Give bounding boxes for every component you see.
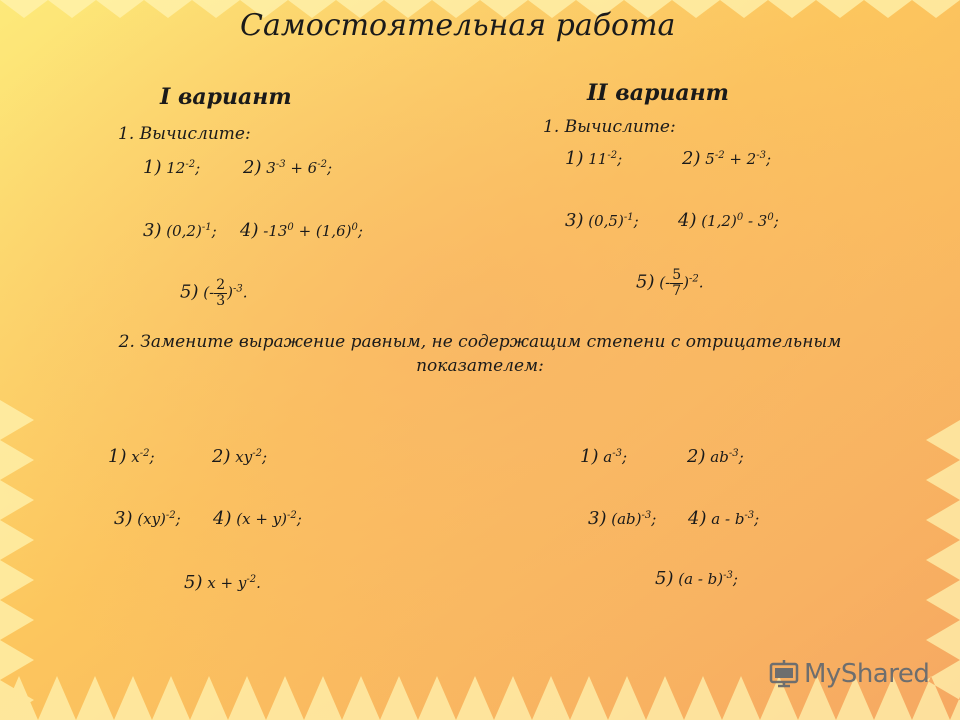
variant1-label: вариант (177, 84, 292, 110)
logo-text: MyShared (804, 659, 930, 689)
variant1-numeral: I (160, 84, 171, 110)
t2v2-expr-3: 3) (ab)$^{-3}$; (588, 508, 657, 529)
projector-screen-icon (768, 658, 800, 690)
v2-expr-3: 3) $(0,5)^{-1}$; (565, 210, 639, 231)
variant2-heading (587, 80, 729, 106)
t2v1-expr-1: 1) $x^{-2}$; (108, 446, 155, 467)
t2v2-expr-2: 2) $ab^{-3}$; (687, 446, 744, 467)
v2-expr-4: 4) $(1,2)^0 - 3^0$; (678, 210, 779, 231)
v1-expr-2: 2) $3^{-3} + 6^{-2}$; (243, 157, 333, 178)
t2v2-expr-1: 1) $a^{-3}$; (580, 446, 628, 467)
v2-expr-5: 5) (- $\frac{5}{7}$ )$^{-2}$. (636, 267, 704, 299)
task2-text: 2. Замените выражение равным, не содержащим степени с отрицательным показателем: (118, 332, 842, 376)
variant2-numeral: II (587, 80, 608, 106)
v2-expr-2: 2) $5^{-2} + 2^{-3}$; (682, 148, 772, 169)
v1-expr-5: 5) (- $\frac{2}{3}$ )$^{-3}$. (180, 277, 248, 309)
v1-expr-4: 4) $-13^0 + (1,6)^0$; (240, 220, 363, 241)
variant2-task1: 1. Вычислите: (543, 117, 676, 137)
t2v1-expr-3: 3) (xy)$^{-2}$; (114, 508, 181, 529)
variant1-heading (160, 84, 292, 110)
t2v2-expr-5: 5) (a - b)$^{-3}$; (655, 568, 738, 589)
v1-expr-3: 3) $(0,2)^{-1}$; (143, 220, 217, 241)
t2v1-expr-2: 2) $xy^{-2}$; (212, 446, 268, 467)
v2-fraction: $\frac{5}{7}$ (672, 267, 682, 299)
page-title: Самостоятельная работа (240, 8, 676, 43)
t2v1-expr-4: 4) $(x + y)^{-2}$; (213, 508, 302, 529)
v1-fraction: $\frac{2}{3}$ (216, 277, 226, 309)
t2v1-expr-5: 5) $x + y^{-2}$. (184, 572, 261, 593)
v1-expr-1: 1) $12^{-2}$; (143, 157, 201, 178)
variant1-task1: 1. Вычислите: (118, 124, 251, 144)
myshared-logo[interactable] (768, 658, 929, 690)
v2-expr-1: 1) $11^{-2}$; (565, 148, 623, 169)
t2v2-expr-4: 4) a - $b^{-3}$; (688, 508, 760, 529)
variant2-label: вариант (615, 80, 729, 106)
